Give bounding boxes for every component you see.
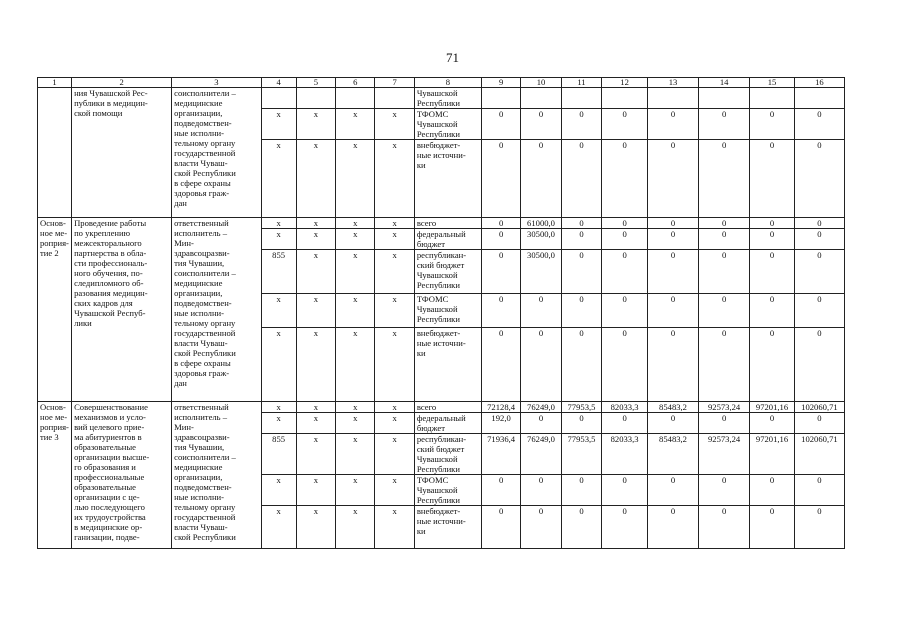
column-number-header: 12	[602, 78, 648, 88]
amount-cell: 0	[699, 506, 750, 549]
amount-cell: 102060,71	[794, 402, 844, 413]
amount-cell: 0	[647, 328, 698, 402]
amount-cell: 0	[647, 250, 698, 294]
amount-cell: 0	[647, 413, 698, 434]
measure-description: Совершенствование механизмов и усло- вий целевого прие- ма абитуриентов в образовательные организации высше- го образования и профессиональные образовательные организации с це- лью последующего их трудоустройства в медицинские ор- ганизации, подве-	[72, 402, 172, 549]
amount-cell: 0	[750, 140, 795, 218]
code-grbs: x	[261, 218, 296, 229]
code-grbs	[261, 88, 296, 109]
column-number-header: 6	[336, 78, 375, 88]
amount-cell: 0	[481, 250, 520, 294]
code-grbs: x	[261, 413, 296, 434]
amount-cell: 0	[521, 294, 561, 328]
code-section: x	[296, 413, 335, 434]
amount-cell: 0	[699, 140, 750, 218]
amount-cell	[602, 88, 648, 109]
measure-description: Проведение работы по укреплению межсекторального партнерства в обла- сти профессиональ- ного обучения, по- следипломного об- разования медицин- ских кадров для Чувашской Респуб- лики	[72, 218, 172, 402]
amount-cell: 0	[794, 328, 844, 402]
funding-source: республикан- ский бюджет Чувашской Республики	[414, 434, 481, 475]
code-type	[375, 88, 414, 109]
code-section: x	[296, 294, 335, 328]
code-section: x	[296, 434, 335, 475]
column-number-header: 2	[72, 78, 172, 88]
amount-cell: 0	[602, 140, 648, 218]
column-number-header: 8	[414, 78, 481, 88]
page-number: 71	[446, 50, 459, 65]
code-target: x	[336, 294, 375, 328]
amount-cell: 61000,0	[521, 218, 561, 229]
code-section: x	[296, 250, 335, 294]
amount-cell: 0	[647, 294, 698, 328]
amount-cell: 102060,71	[794, 434, 844, 475]
amount-cell: 72128,4	[481, 402, 520, 413]
amount-cell: 0	[521, 413, 561, 434]
measure-name: Основ- ное ме- роприя- тие 3	[38, 402, 72, 549]
continued-row	[38, 88, 845, 109]
amount-cell: 0	[699, 109, 750, 140]
code-target: x	[336, 229, 375, 250]
funding-source: республикан- ский бюджет Чувашской Республики	[414, 250, 481, 294]
funding-source: внебюджет- ные источни- ки	[414, 328, 481, 402]
budget-table	[37, 77, 845, 549]
amount-cell: 0	[521, 328, 561, 402]
code-type: x	[375, 218, 414, 229]
amount-cell: 0	[561, 109, 601, 140]
amount-cell	[699, 88, 750, 109]
amount-cell: 30500,0	[521, 229, 561, 250]
measure3-row	[38, 402, 845, 413]
measure-name: Основ- ное ме- роприя- тие 2	[38, 218, 72, 402]
amount-cell: 0	[561, 475, 601, 506]
amount-cell: 92573,24	[699, 434, 750, 475]
measure-description: ния Чувашской Рес- публики в медицин- ской помощи	[72, 88, 172, 218]
amount-cell: 76249,0	[521, 402, 561, 413]
code-section: x	[296, 218, 335, 229]
code-grbs: x	[261, 402, 296, 413]
code-target	[336, 88, 375, 109]
amount-cell: 0	[481, 229, 520, 250]
code-type: x	[375, 109, 414, 140]
amount-cell: 0	[481, 294, 520, 328]
funding-source: федеральный бюджет	[414, 229, 481, 250]
measure-name	[38, 88, 72, 218]
amount-cell: 0	[602, 218, 648, 229]
code-section: x	[296, 328, 335, 402]
code-type: x	[375, 475, 414, 506]
code-type: x	[375, 402, 414, 413]
funding-source: всего	[414, 218, 481, 229]
amount-cell: 0	[750, 218, 795, 229]
funding-source: всего	[414, 402, 481, 413]
code-type: x	[375, 328, 414, 402]
amount-cell	[750, 88, 795, 109]
measure2-row	[38, 218, 845, 229]
amount-cell: 0	[561, 250, 601, 294]
amount-cell: 0	[561, 328, 601, 402]
code-grbs: x	[261, 140, 296, 218]
code-section	[296, 88, 335, 109]
amount-cell: 0	[521, 475, 561, 506]
amount-cell: 97201,16	[750, 434, 795, 475]
amount-cell: 0	[794, 218, 844, 229]
amount-cell: 92573,24	[699, 402, 750, 413]
amount-cell: 0	[561, 413, 601, 434]
column-number-header: 14	[699, 78, 750, 88]
amount-cell: 0	[794, 506, 844, 549]
executors: ответственный исполнитель – Мин- здравсоцразви- тия Чувашии, соисполнители – медицинские организации, подведомствен- ные исполни- тельному органу государственной власти Чуваш- ской Республики в сфере охраны здоровья граж- дан	[172, 218, 261, 402]
executors: соисполнители – медицинские организации, подведомствен- ные исполни- тельному органу государственной власти Чуваш- ской Республики в сфере охраны здоровья граж- дан	[172, 88, 261, 218]
column-number-header: 4	[261, 78, 296, 88]
amount-cell: 0	[561, 294, 601, 328]
amount-cell: 192,0	[481, 413, 520, 434]
code-grbs: x	[261, 294, 296, 328]
amount-cell: 0	[750, 475, 795, 506]
funding-source: внебюджет- ные источни- ки	[414, 140, 481, 218]
amount-cell: 0	[602, 506, 648, 549]
amount-cell	[481, 88, 520, 109]
code-type: x	[375, 229, 414, 250]
column-number-header: 11	[561, 78, 601, 88]
amount-cell: 0	[699, 218, 750, 229]
amount-cell: 0	[647, 109, 698, 140]
amount-cell: 0	[481, 218, 520, 229]
column-number-header: 5	[296, 78, 335, 88]
amount-cell: 0	[750, 294, 795, 328]
code-section: x	[296, 475, 335, 506]
amount-cell: 0	[647, 140, 698, 218]
column-number-header: 1	[38, 78, 72, 88]
amount-cell: 0	[699, 294, 750, 328]
executors: ответственный исполнитель – Мин- здравсоцразви- тия Чувашии, соисполнители – медицинские организации, подведомствен- ные исполни- тельному органу государственной власти Чуваш- ской Республики	[172, 402, 261, 549]
amount-cell: 0	[521, 506, 561, 549]
amount-cell: 0	[794, 294, 844, 328]
amount-cell: 0	[602, 109, 648, 140]
amount-cell: 82033,3	[602, 402, 648, 413]
amount-cell: 0	[561, 140, 601, 218]
amount-cell: 0	[602, 250, 648, 294]
amount-cell: 0	[750, 250, 795, 294]
code-grbs: x	[261, 109, 296, 140]
code-grbs: x	[261, 475, 296, 506]
funding-source: ТФОМС Чувашской Республики	[414, 109, 481, 140]
amount-cell: 0	[521, 140, 561, 218]
code-section: x	[296, 506, 335, 549]
code-target: x	[336, 402, 375, 413]
amount-cell: 0	[602, 229, 648, 250]
code-grbs: 855	[261, 434, 296, 475]
column-number-header: 15	[750, 78, 795, 88]
code-target: x	[336, 413, 375, 434]
code-type: x	[375, 434, 414, 475]
funding-source: ТФОМС Чувашской Республики	[414, 475, 481, 506]
code-target: x	[336, 140, 375, 218]
amount-cell: 0	[750, 506, 795, 549]
amount-cell	[561, 88, 601, 109]
code-grbs: x	[261, 229, 296, 250]
amount-cell	[521, 88, 561, 109]
code-grbs: x	[261, 506, 296, 549]
amount-cell: 0	[481, 109, 520, 140]
code-section: x	[296, 140, 335, 218]
code-grbs: x	[261, 328, 296, 402]
column-number-header: 16	[794, 78, 844, 88]
code-type: x	[375, 250, 414, 294]
amount-cell: 0	[481, 506, 520, 549]
code-target: x	[336, 218, 375, 229]
amount-cell: 0	[647, 229, 698, 250]
amount-cell: 0	[647, 506, 698, 549]
column-number-header: 3	[172, 78, 261, 88]
code-section: x	[296, 229, 335, 250]
amount-cell: 0	[699, 229, 750, 250]
code-target: x	[336, 434, 375, 475]
code-target: x	[336, 328, 375, 402]
code-target: x	[336, 475, 375, 506]
column-number-header: 7	[375, 78, 414, 88]
amount-cell: 0	[750, 109, 795, 140]
amount-cell: 0	[794, 413, 844, 434]
code-type: x	[375, 294, 414, 328]
code-type: x	[375, 413, 414, 434]
amount-cell: 0	[602, 328, 648, 402]
amount-cell: 85483,2	[647, 402, 698, 413]
code-target: x	[336, 506, 375, 549]
code-target: x	[336, 109, 375, 140]
funding-source: ТФОМС Чувашской Республики	[414, 294, 481, 328]
amount-cell: 0	[699, 250, 750, 294]
amount-cell: 0	[647, 218, 698, 229]
amount-cell	[647, 88, 698, 109]
amount-cell: 0	[794, 475, 844, 506]
code-type: x	[375, 140, 414, 218]
funding-source: федеральный бюджет	[414, 413, 481, 434]
code-grbs: 855	[261, 250, 296, 294]
amount-cell: 0	[699, 413, 750, 434]
code-target: x	[336, 250, 375, 294]
amount-cell: 77953,5	[561, 434, 601, 475]
amount-cell: 0	[750, 328, 795, 402]
amount-cell: 0	[699, 328, 750, 402]
amount-cell: 76249,0	[521, 434, 561, 475]
code-section: x	[296, 402, 335, 413]
amount-cell: 77953,5	[561, 402, 601, 413]
column-number-header: 13	[647, 78, 698, 88]
amount-cell: 0	[521, 109, 561, 140]
amount-cell: 0	[699, 475, 750, 506]
amount-cell: 30500,0	[521, 250, 561, 294]
amount-cell: 0	[794, 109, 844, 140]
amount-cell: 85483,2	[647, 434, 698, 475]
amount-cell: 0	[750, 413, 795, 434]
amount-cell: 0	[602, 475, 648, 506]
amount-cell: 0	[481, 328, 520, 402]
amount-cell: 0	[794, 229, 844, 250]
funding-source: Чувашской Республики	[414, 88, 481, 109]
code-type: x	[375, 506, 414, 549]
amount-cell: 71936,4	[481, 434, 520, 475]
amount-cell: 0	[647, 475, 698, 506]
amount-cell	[794, 88, 844, 109]
amount-cell: 82033,3	[602, 434, 648, 475]
amount-cell: 0	[602, 294, 648, 328]
header-row	[38, 78, 845, 88]
code-section: x	[296, 109, 335, 140]
column-number-header: 10	[521, 78, 561, 88]
funding-source: внебюджет- ные источни- ки	[414, 506, 481, 549]
amount-cell: 0	[561, 229, 601, 250]
amount-cell: 0	[602, 413, 648, 434]
amount-cell: 0	[561, 218, 601, 229]
amount-cell: 0	[481, 475, 520, 506]
amount-cell: 0	[481, 140, 520, 218]
amount-cell: 0	[794, 250, 844, 294]
amount-cell: 0	[561, 506, 601, 549]
amount-cell: 0	[794, 140, 844, 218]
amount-cell: 0	[750, 229, 795, 250]
amount-cell: 97201,16	[750, 402, 795, 413]
column-number-header: 9	[481, 78, 520, 88]
